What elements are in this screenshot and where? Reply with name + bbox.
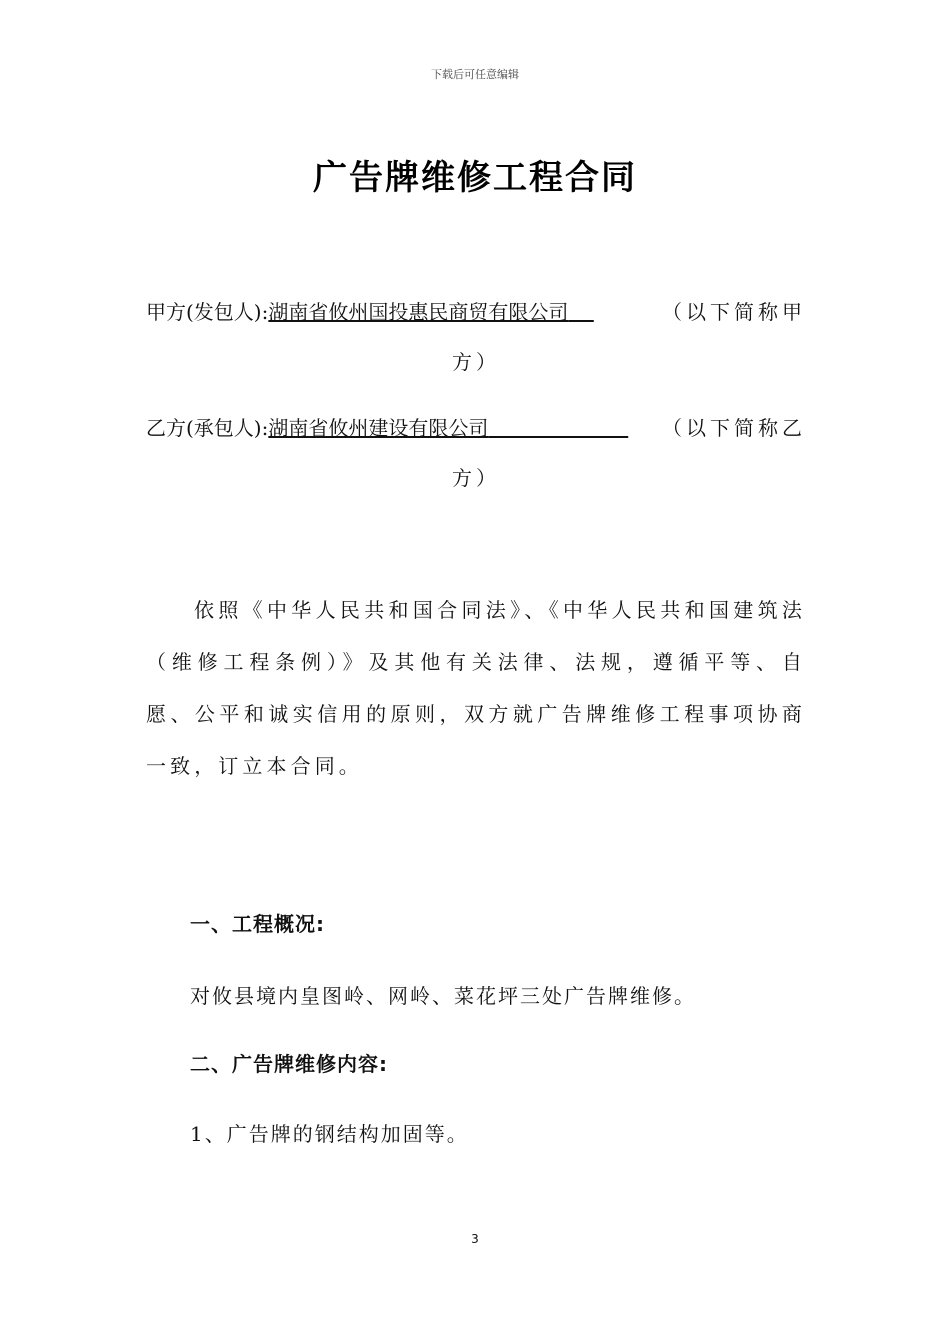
party-b-suffix-cont: 方） [452, 466, 500, 490]
section-1-heading: 一、工程概况: [190, 912, 325, 936]
party-a [146, 300, 806, 374]
party-a-label-and-name [146, 300, 594, 324]
page-number: 3 [471, 1232, 479, 1246]
party-b-label-and-name [146, 416, 628, 440]
party-b [146, 416, 806, 490]
party-a-suffix: （以下简称甲 [662, 300, 806, 324]
section-2-heading: 二、广告牌维修内容: [190, 1052, 388, 1076]
party-a-suffix-cont: 方） [452, 350, 500, 374]
section-1-text: 对攸县境内皇图岭、网岭、菜花坪三处广告牌维修。 [190, 984, 696, 1008]
party-b-suffix: （以下简称乙 [662, 416, 806, 440]
party-a-name: 湖南省攸州国投惠民商贸有限公司 [268, 300, 569, 324]
intro-paragraph: 依照《中华人民共和国合同法》、《中华人民共和国建筑法（维修工程条例）》及其他有关法律、法规，遵循平等、自愿、公平和诚实信用的原则，双方就广告牌维修工程事项协商一致，订立本合同。 [146, 598, 806, 778]
document-title: 广告牌维修工程合同 [313, 158, 637, 198]
party-a-label: 甲方(发包人): [146, 300, 269, 324]
party-b-label: 乙方(承包人): [146, 416, 269, 440]
party-b-name: 湖南省攸州建设有限公司 [268, 416, 489, 440]
page-header-note: 下载后可任意编辑 [431, 68, 519, 81]
section-2-item-1: 1、广告牌的钢结构加固等。 [190, 1122, 469, 1146]
